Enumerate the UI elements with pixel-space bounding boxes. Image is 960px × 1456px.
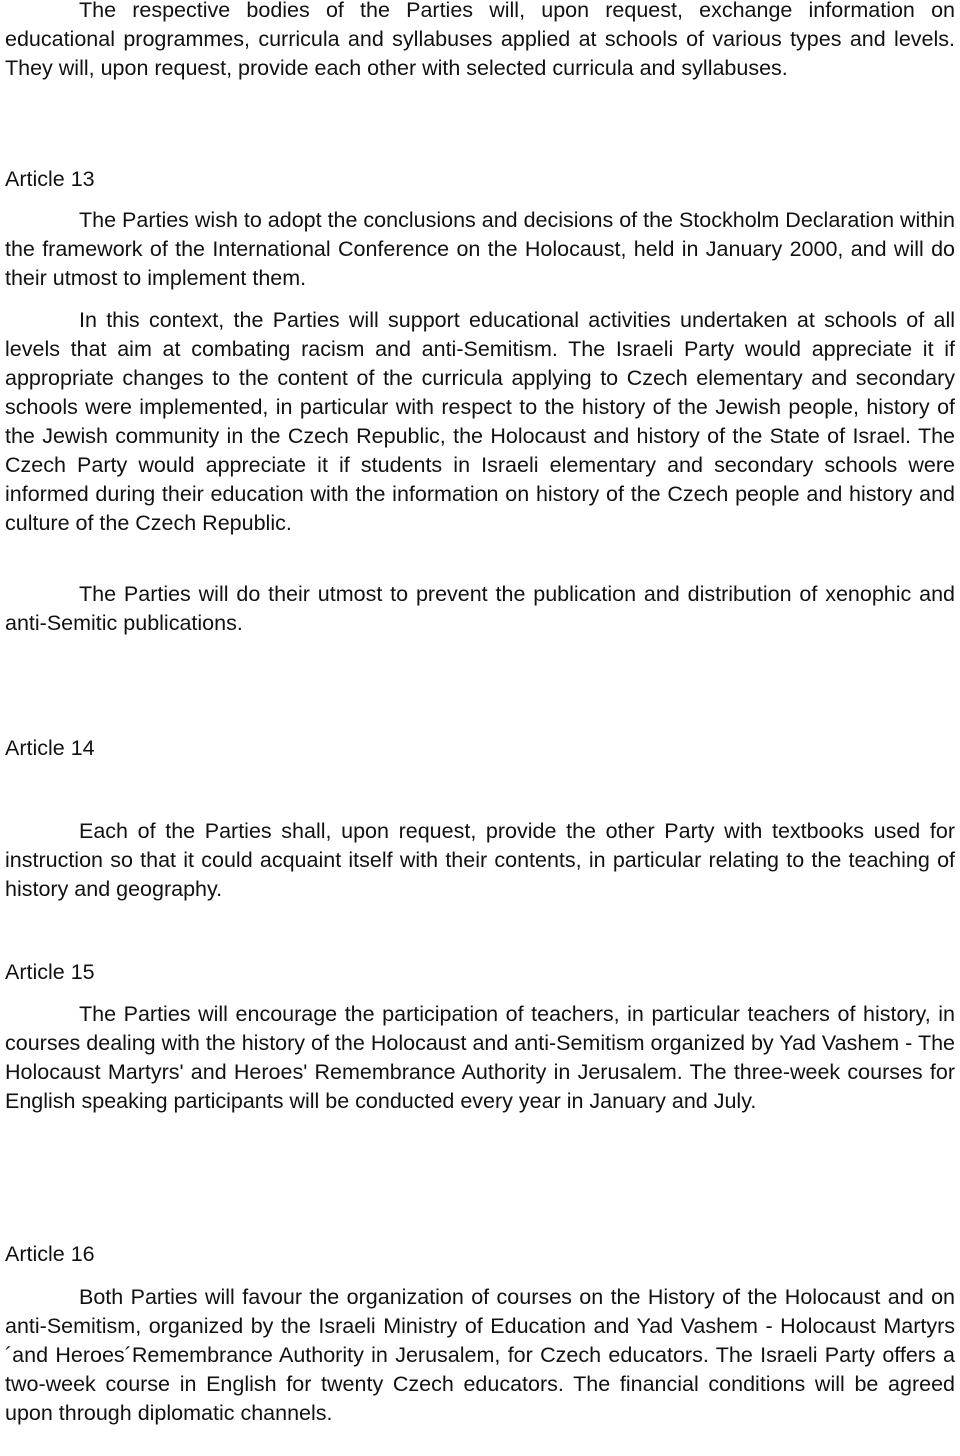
article-14-paragraph-1: Each of the Parties shall, upon request, provide the other Party with textbooks used for instruction so that it could acquaint itself with their contents, in particular relating to the teaching of history and geography. xyxy=(5,819,955,901)
article-13-section-3 xyxy=(5,580,955,638)
article-15-paragraph-1: The Parties will encourage the participation of teachers, in particular teachers of history, in courses dealing with the history of the Holocaust and anti-Semitism organized by Yad Vashem - The Holocaust Martyrs' and Heroes' Remembrance Authority in Jerusalem. The three-week courses for English speaking participants will be conducted every year in January and July. xyxy=(5,1002,955,1113)
article-14-heading: Article 14 xyxy=(5,736,95,760)
article-16-section xyxy=(5,1283,955,1428)
article-13-heading: Article 13 xyxy=(5,167,95,191)
article-13-paragraph-3: The Parties will do their utmost to prevent the publication and distribution of xenophic and anti-Semitic publications. xyxy=(5,582,955,635)
intro-section xyxy=(5,0,955,83)
article-13-paragraph-2: In this context, the Parties will support educational activities undertaken at schools of all levels that aim at combating racism and anti-Semitism. The Israeli Party would appreciate it if appropriate changes to the content of the curricula applying to Czech elementary and secondary schools were implemented, in particular with respect to the history of the Jewish people, history of the Jewish community in the Czech Republic, the Holocaust and history of the State of Israel. The Czech Party would appreciate it if students in Israeli elementary and secondary schools were informed during their education with the information on history of the Czech people and history and culture of the Czech Republic. xyxy=(5,308,955,535)
article-13-section-2 xyxy=(5,306,955,538)
intro-paragraph: The respective bodies of the Parties will, upon request, exchange information on educational programmes, curricula and syllabuses applied at schools of various types and levels. They will, upon request, provide each other with selected curricula and syllabuses. xyxy=(5,0,955,80)
article-15-heading: Article 15 xyxy=(5,960,95,984)
article-14-section xyxy=(5,817,955,904)
article-13-section xyxy=(5,206,955,293)
article-15-section xyxy=(5,1000,955,1116)
article-16-heading: Article 16 xyxy=(5,1242,95,1266)
article-16-paragraph-1: Both Parties will favour the organization of courses on the History of the Holocaust and on anti-Semitism, organized by the Israeli Ministry of Education and Yad Vashem - Holocaust Martyrs´and Heroes´Remembrance Authority in Jerusalem, for Czech educators. The Israeli Party offers a two-week course in English for twenty Czech educators. The financial conditions will be agreed upon through diplomatic channels. xyxy=(5,1285,955,1425)
article-13-paragraph-1: The Parties wish to adopt the conclusions and decisions of the Stockholm Declaration within the framework of the International Conference on the Holocaust, held in January 2000, and will do their utmost to implement them. xyxy=(5,208,955,290)
